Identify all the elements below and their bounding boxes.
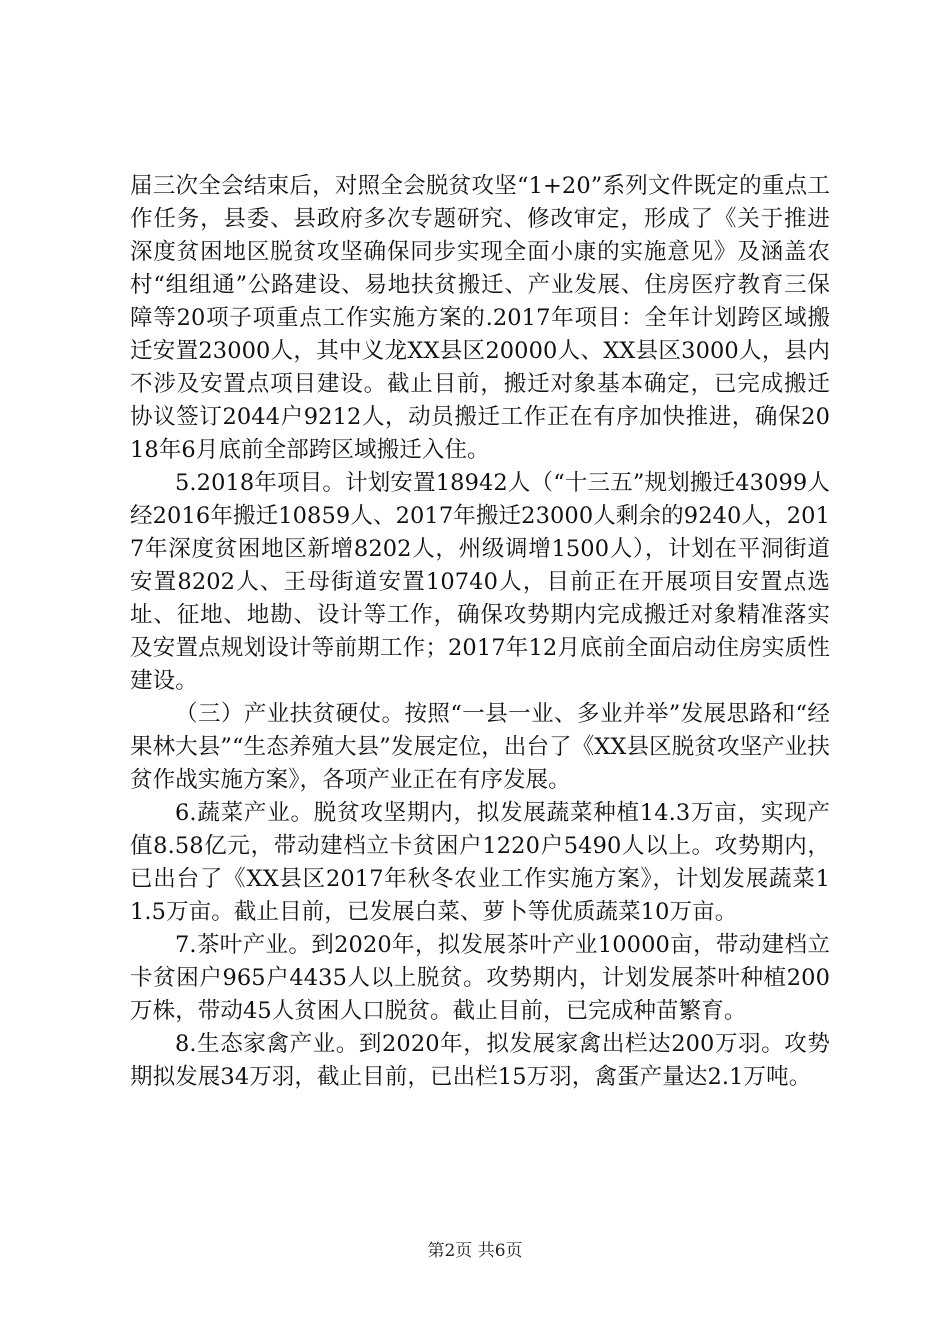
page-number-label: 第2页 共6页 [427, 1241, 523, 1261]
paragraph-2: 5.2018年项目。计划安置18942人（“十三五”规划搬迁43099人经2016年搬迁10859人、2017年搬迁23000人剩余的9240人，2017年深度贫困地区新增8202人，州级调增1500人），计划在平洞街道安置8202人、王母街道安置10740人，目前正在开展项目安置点选址、征地、地勘、设计等工作，确保攻势期内完成搬迁对象精准落实及安置点规划设计等前期工作；2017年12月底前全面启动住房实质性建设。 [130, 470, 830, 694]
page-footer [0, 1240, 950, 1262]
paragraph-1: 届三次全会结束后，对照全会脱贫攻坚“1+20”系列文件既定的重点工作任务，县委、县政府多次专题研究、修改审定，形成了《关于推进深度贫困地区脱贫攻坚确保同步实现全面小康的实施意见》及涵盖农村“组组通”公路建设、易地扶贫搬迁、产业发展、住房医疗教育三保障等20项子项重点工作实施方案的.2017年项目：全年计划跨区域搬迁安置23000人，其中义龙XX县区20000人、XX县区3000人，县内不涉及安置点项目建设。截止目前，搬迁对象基本确定，已完成搬迁协议签订2044户9212人，动员搬迁工作正在有序加快推进，确保2018年6月底前全部跨区域搬迁入住。 [130, 173, 830, 463]
paragraph-5: 7.茶叶产业。到2020年，拟发展茶叶产业10000亩，带动建档立卡贫困户965户4435人以上脱贫。攻势期内，计划发展茶叶种植200万株，带动45人贫困人口脱贫。截止目前，已完成种苗繁育。 [130, 932, 830, 1024]
paragraph-4: 6.蔬菜产业。脱贫攻坚期内，拟发展蔬菜种植14.3万亩，实现产值8.58亿元，带动建档立卡贫困户1220户5490人以上。攻势期内，已出台了《XX县区2017年秋冬农业工作实施方案》，计划发展蔬菜11.5万亩。截止目前，已发展白菜、萝卜等优质蔬菜10万亩。 [130, 800, 830, 925]
paragraph-6: 8.生态家禽产业。到2020年，拟发展家禽出栏达200万羽。攻势期拟发展34万羽，截止目前，已出栏15万羽，禽蛋产量达2.1万吨。 [130, 1031, 830, 1090]
document-body [130, 170, 830, 1094]
paragraph-3: （三）产业扶贫硬仗。按照“一县一业、多业并举”发展思路和“经果林大县”“生态养殖大县”发展定位，出台了《XX县区脱贫攻坚产业扶贫作战实施方案》，各项产业正在有序发展。 [130, 701, 830, 793]
